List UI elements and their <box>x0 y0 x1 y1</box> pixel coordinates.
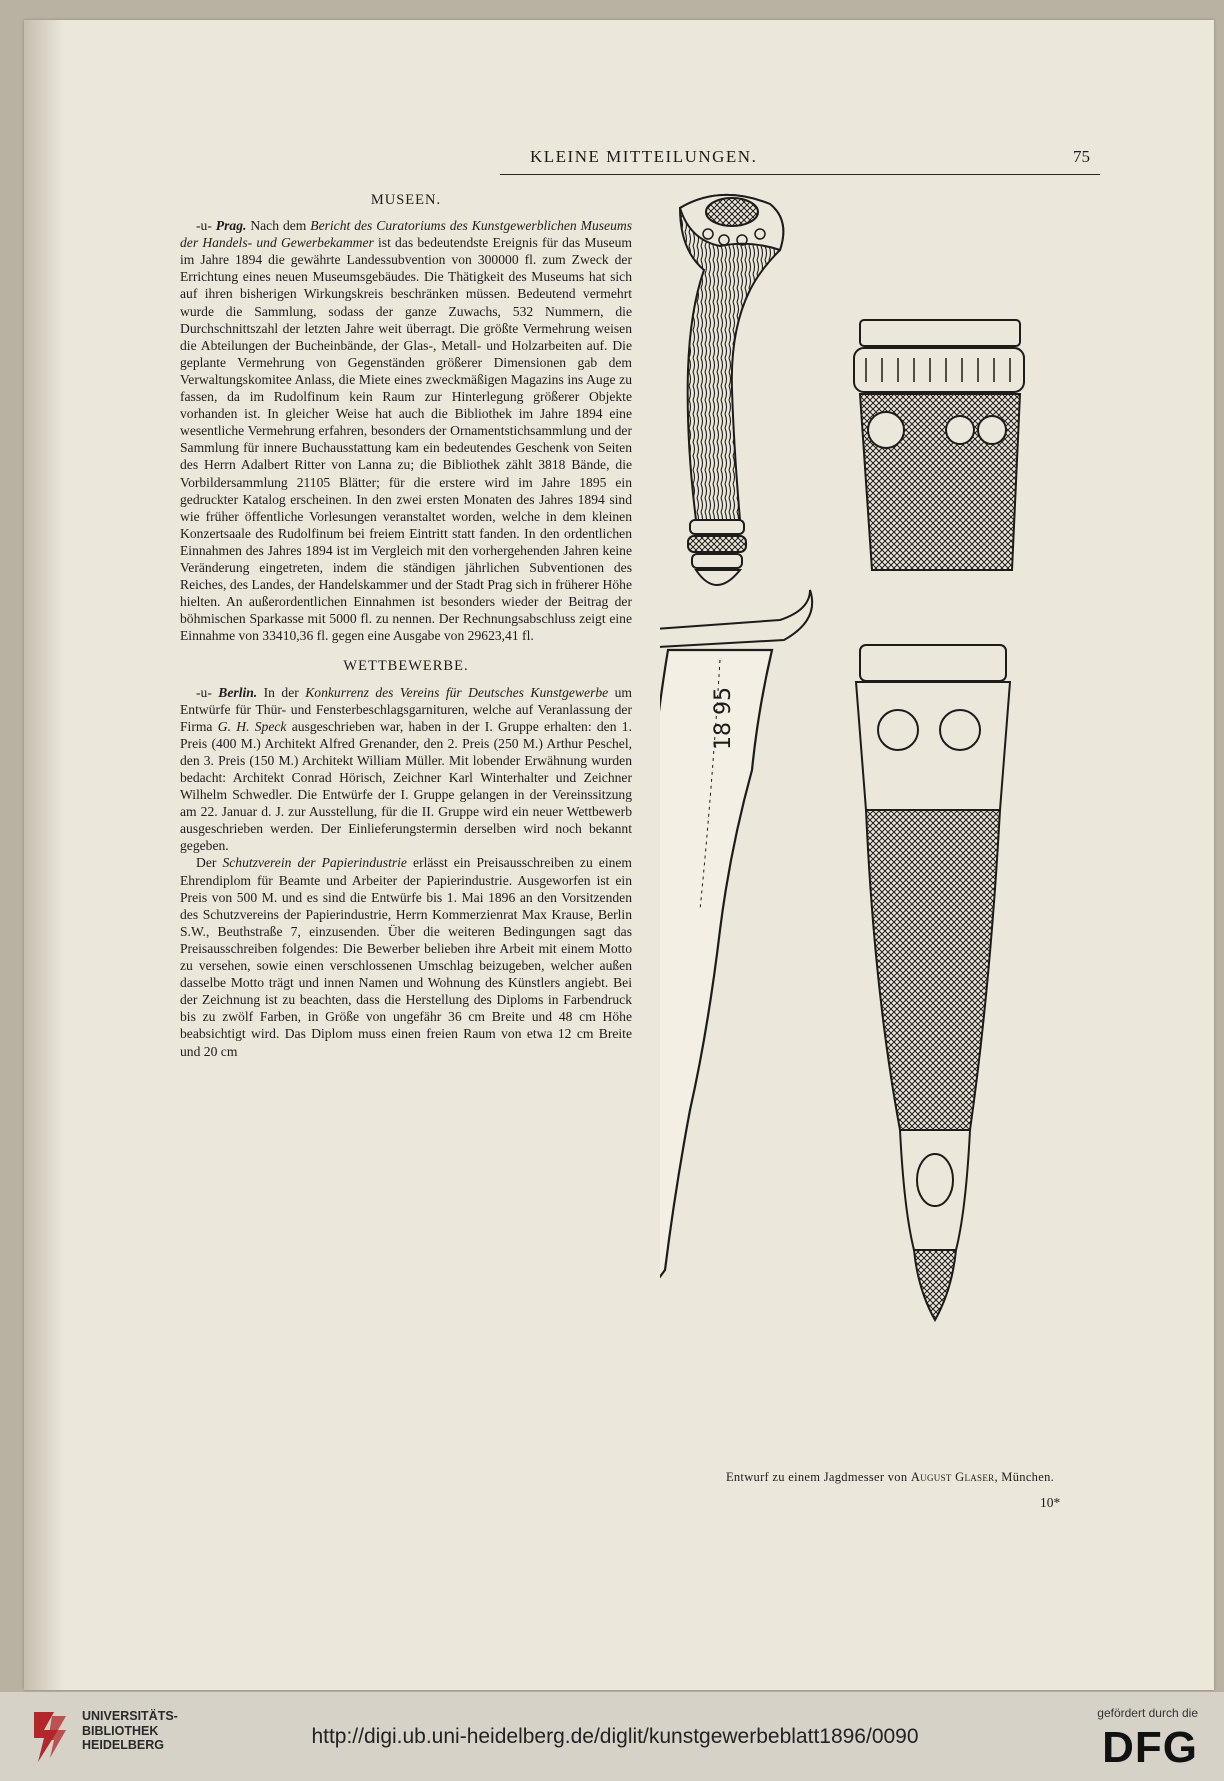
knife-guard <box>660 590 812 648</box>
permalink-url[interactable]: http://digi.ub.uni-heidelberg.de/diglit/kunstgewerbeblatt1896/0090 <box>311 1725 919 1748</box>
knife-drawing <box>660 190 1120 1490</box>
page-number: 75 <box>1073 147 1090 166</box>
hunting-knife-illustration <box>660 190 1120 1490</box>
sheet-signature: 10* <box>1040 1495 1061 1510</box>
author-sigil: -u- <box>196 684 212 700</box>
artist-name: August Glaser <box>910 1470 995 1484</box>
ub-heidelberg-logo-icon <box>30 1708 70 1766</box>
library-name-line: BIBLIOTHEK <box>82 1723 159 1738</box>
place-name: Berlin. <box>218 684 258 700</box>
running-head <box>500 135 1100 175</box>
blade-mark: 18 95 <box>711 687 736 750</box>
knife-collar <box>688 520 746 585</box>
text-run: Nach dem <box>250 218 307 234</box>
body-text: erlässt ein Preisausschreiben zu einem Ehrendiplom für Beamte und Arbeiter der Papierindustrie. Ausgeworfen ist ein Preis von 500 M. und es sind die Entwürfe bis 1. Mai 1896 an den Vorsitzenden des Schutzvereins der Papierindustrie, Herrn Kommerzienrat Max Krause, Berlin S.W., Beuthstraße 7, einzusenden. Über die weiteren Bedingungen sagt das Preisausschreiben folgendes: Die Bewerber belieben ihre Arbeit mit einem Motto zu versehen, sowie einen verschlossenen Umschlag beizugeben, welcher außen dasselbe Motto trägt und innen Namen und Wohnung des Künstlers angiebt. Bei der Zeichnung ist zu beachten, dass die Herstellung des Diploms in Farbendruck bis zu zwölf Farben, in Größe von ungefähr 36 cm Breite und 48 cm Höhe beabsichtigt wird. Das Diplom muss einen freien Raum von etwa 12 cm Breite und 20 cm <box>180 855 633 1059</box>
text-run: Der <box>196 855 217 871</box>
figure-caption <box>660 1470 1120 1485</box>
body-text: ist das bedeutendste Ereignis für das Museum im Jahre 1894 die gewährte Landessubvention von 300000 fl. zum Zweck der Errichtung eines neuen Museumsgebäudes. Die Thätigkeit des Museums hat sich auf ihren bisherigen Wirkungskreis beschränken müssen. Bedeutend vermehrt wurde die Sammlung, sodass der ganze Zuwachs, 532 Nummern, die Durchschnittszahl der letzten Jahre weit überragt. Die größte Vermehrung weisen die Abteilungen der Bucheinbände, der Glas-, Metall- und Holzarbeiten auf. Die geplante Vermehrung von Gegenständen größerer Dimensionen gab dem Verwaltungskomitee Anlass, die Miete eines zweckmäßigen Magazins ins Auge zu fassen, da im Rudolfinum kein Raum zur Hinterlegung größerer Objekte vorhanden ist. In gleicher Weise hat auch die Bibliothek im Jahre 1894 eine wesentliche Vermehrung erfahren, besonders der Ornamentstichsammlung und der Sammlung für innere Buchausstattung kam ein bedeutendes Geschenk von Seiten des Herrn Adalbert Ritter von Lanna zu; die Bibliothek zählt 3818 Bände, die Vorbildersammlung 21105 Blätter; für die erstere wird im Jahre 1895 ein gedruckter Katalog erscheinen. In den zwei ersten Monaten des Jahres 1894 sind wie früher öffentliche Vorlesungen veranstaltet worden, welche in dem kleinen Konzertsaale des Rudolfinum bei freiem Eintritt statt fanden. In den ordentlichen Einnahmen des Jahres 1894 ist im Vergleich mit den vorhergehenden Jahren keine Veränderung eingetreten, indem die ständigen jährlichen Subventionen des Reiches, des Landes, der Handelskammer und der Stadt Prag sich in früherer Höhe hielten. An außerordentlichen Einnahmen ist besonders wieder der Beitrag der böhmischen Sparkasse mit 5000 fl. zu nennen. Der Rechnungsabschluss zeigt eine Einnahme von 33410,36 fl. gegen eine Ausgabe von 29623,41 fl. <box>180 235 632 644</box>
association-name: Schutzverein der Papierindustrie <box>222 855 407 871</box>
author-sigil: -u- <box>196 218 212 234</box>
firm-name: G. H. Speck <box>217 718 287 734</box>
paragraph-prag <box>180 217 632 644</box>
association-name: Konkurrenz des Vereins für Deutsches Kunstgewerbe <box>305 684 609 700</box>
report-title: Bericht des Curatoriums des Kunstgewerblichen Museums der Handels- und Gewerbekammer <box>180 218 632 251</box>
scabbard <box>856 645 1010 1320</box>
text-column <box>180 190 632 1060</box>
library-name-line: UNIVERSITÄTS- <box>82 1709 178 1723</box>
library-name <box>82 1709 178 1753</box>
section-heading-museen: MUSEEN. <box>370 192 442 208</box>
text-run: In der <box>263 684 299 700</box>
digitization-footer <box>0 1692 1224 1781</box>
text-run: um Entwürfe für Thür- und Fensterbeschlagsgarnituren, welche auf Veranlassung der Firma <box>180 684 632 734</box>
body-text: ausgeschrieben war, haben in der I. Gruppe erhalten: den 1. Preis (400 M.) Architekt Alfred Grenander, den 2. Preis (250 M.) Arthur Peschel, den 3. Preis (150 M.) Architekt William Müller. Mit lobender Erwähnung wurden bedacht: Architekt Conrad Hörisch, Zeichner Karl Winterhalter und Zeichner Wilhelm Schwedler. Die Entwürfe der I. Gruppe gelangen in der Vereinssitzung am 22. Januar d. J. zur Ausstellung, für die II. Gruppe wird ein neuer Wettbewerb ausgeschrieben werden. Der Einlieferungstermin derselben wird noch bekannt gegeben. <box>180 718 632 854</box>
place-name: Prag. <box>215 218 247 234</box>
knife-blade <box>660 650 772 1290</box>
funded-by-label: gefördert durch die <box>1097 1706 1198 1720</box>
knife-handle <box>680 195 783 520</box>
caption-text: Entwurf zu einem Jagdmesser von <box>725 1470 908 1484</box>
scabbard-top-mount <box>854 320 1024 570</box>
caption-place: , München. <box>994 1470 1055 1484</box>
dfg-logo: DFG <box>1102 1723 1198 1772</box>
running-title: KLEINE MITTEILUNGEN. <box>530 147 758 166</box>
section-heading-wettbewerbe: WETTBEWERBE. <box>343 658 469 675</box>
paragraph-papierindustrie <box>180 854 632 1059</box>
header-rule <box>500 174 1100 175</box>
paragraph-berlin <box>180 684 632 855</box>
library-name-line: HEIDELBERG <box>82 1738 164 1752</box>
